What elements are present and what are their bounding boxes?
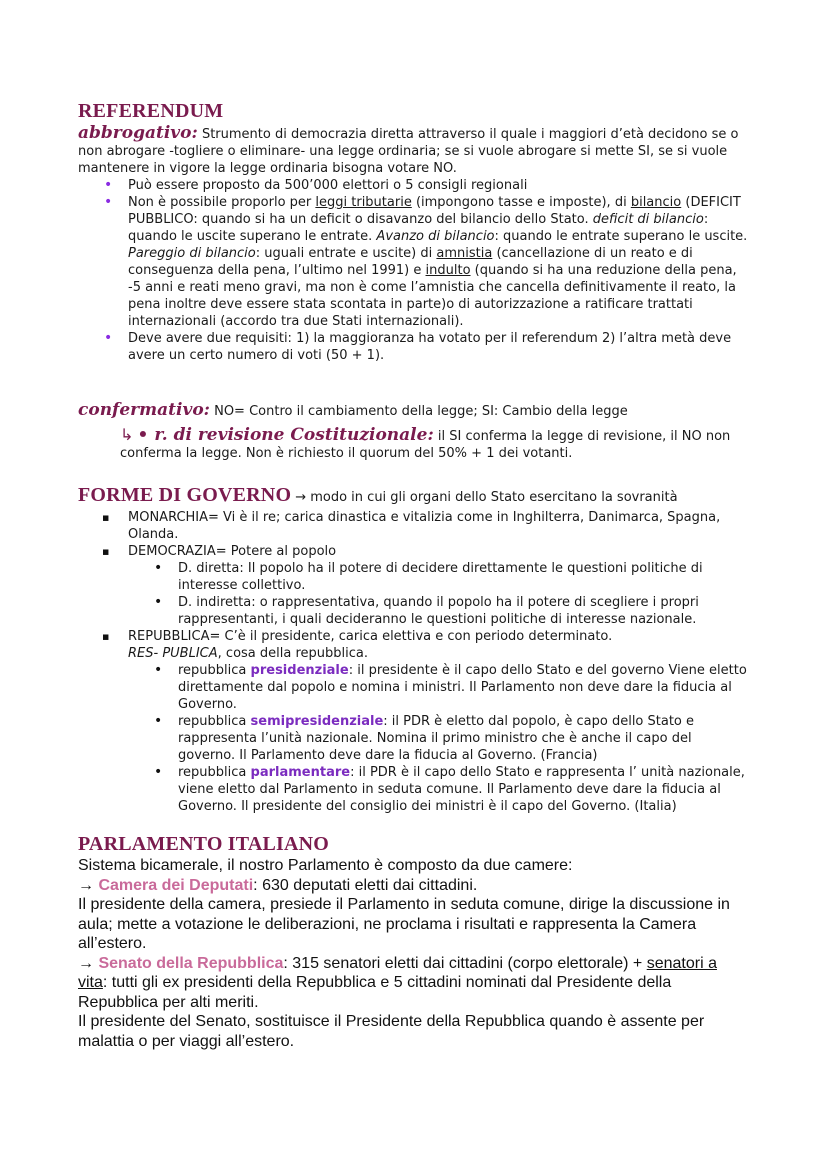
list-item bbox=[78, 330, 748, 364]
senato-description: Il presidente del Senato, sostituisce il Presidente della Repubblica quando è assente per malattia o per viaggi all’estero. bbox=[78, 1013, 705, 1050]
abrogativo-paragraph bbox=[78, 125, 748, 177]
list-item bbox=[78, 594, 748, 628]
avanzo-term: Avanzo di bilancio bbox=[376, 229, 495, 244]
leggi-tributarie-term: leggi tributarie bbox=[315, 195, 412, 210]
list-item bbox=[78, 628, 748, 815]
forme-heading-row bbox=[78, 484, 748, 507]
senato-rest: : tutti gli ex presidenti della Repubblica e 5 cittadini nominati dal Presidente della Repubblica per alti meriti. bbox=[78, 974, 672, 1011]
bilancio-term: bilancio bbox=[630, 195, 682, 210]
bullet-text: : quando le entrate superano le uscite. bbox=[494, 229, 748, 244]
revisione-paragraph bbox=[78, 426, 748, 462]
deficit-term: deficit di bilancio bbox=[592, 212, 704, 227]
forme-heading: FORME DI GOVERNO bbox=[78, 484, 292, 506]
rep-prefix: repubblica bbox=[178, 714, 251, 729]
list-item bbox=[78, 194, 748, 330]
bullet-text: : uguali entrate e uscite) di bbox=[255, 246, 437, 261]
list-item bbox=[78, 713, 748, 764]
notes-page bbox=[78, 100, 748, 1051]
parlamento-heading: PARLAMENTO ITALIANO bbox=[78, 833, 330, 855]
return-arrow-icon: ↳ bbox=[120, 425, 134, 444]
senato-keyword: Senato della Repubblica bbox=[98, 954, 284, 972]
democrazia-item: DEMOCRAZIA= Potere al popolo bbox=[128, 544, 337, 559]
d-indiretta-item: D. indiretta: o rappresentativa, quando il popolo ha il potere di scegliere i propri rappresentanti, i quali decideranno le questioni politiche di interesse nazionale. bbox=[178, 595, 699, 627]
arrow-icon: → bbox=[78, 954, 99, 972]
presidenziale-keyword: presidenziale bbox=[250, 663, 349, 678]
senato-line bbox=[78, 954, 748, 1013]
senatori-a-vita-term: senatori a vita bbox=[78, 954, 717, 991]
list-item bbox=[78, 764, 748, 815]
camera-text: : 630 deputati eletti dai cittadini. bbox=[253, 876, 478, 894]
parlamentare-keyword: parlamentare bbox=[250, 765, 351, 780]
camera-keyword: Camera dei Deputati bbox=[98, 876, 254, 894]
bullet-text: : quando le uscite superano le entrate. bbox=[128, 212, 709, 244]
senato-text: : 315 senatori eletti dai cittadini (corpo elettorale) + bbox=[283, 954, 647, 972]
confermativo-label: confermativo: bbox=[78, 400, 210, 420]
referendum-heading: REFERENDUM bbox=[78, 100, 224, 122]
confermativo-paragraph bbox=[78, 402, 748, 420]
list-item bbox=[78, 543, 748, 628]
parlamento-intro: Sistema bicamerale, il nostro Parlamento è composto da due camere: bbox=[78, 857, 573, 874]
forme-subtitle: → modo in cui gli organi dello Stato esercitano la sovranità bbox=[295, 490, 678, 505]
semipresidenziale-keyword: semipresidenziale bbox=[250, 714, 384, 729]
democrazia-sublist bbox=[78, 560, 748, 628]
amnistia-term: amnistia bbox=[436, 246, 493, 261]
abrogativo-text: Strumento di democrazia diretta attraverso il quale i maggiori d’età decidono se o non abrogare -togliere o eliminare- una legge ordinaria; se si vuole abrogare si mette SI, se si vuole mantenere in vigore la legge ordinaria bisogna votare NO. bbox=[78, 127, 739, 176]
repubblica-sublist bbox=[78, 662, 748, 815]
bullet-text: Non è possibile proporlo per bbox=[128, 195, 316, 210]
monarchia-item: MONARCHIA= Vi è il re; carica dinastica e vitalizia come in Inghilterra, Danimarca, Spagna, Olanda. bbox=[128, 510, 721, 542]
rep-prefix: repubblica bbox=[178, 765, 251, 780]
confermativo-text: NO= Contro il cambiamento della legge; SI: Cambio della legge bbox=[214, 404, 628, 419]
res-publica-text: , cosa della repubblica. bbox=[217, 646, 368, 661]
list-item bbox=[78, 509, 748, 543]
indulto-term: indulto bbox=[425, 263, 471, 278]
bullet-text: (quando si ha una reduzione della pena, -5 anni e reati meno gravi, ma non è come l’amnistia che cancella definitivamente il reato, la pena inoltre deve essere stata scontata in parte)o di autorizzazione a ratificare trattati internazionali (accordo tra due Stati internazionali). bbox=[128, 263, 737, 329]
arrow-icon: → bbox=[78, 876, 99, 894]
presidenziale-text: : il presidente è il capo dello Stato e del governo Viene eletto direttamente dal popolo e nomina i ministri. Il Parlamento non deve dare la fiducia al Governo. bbox=[178, 663, 747, 712]
referendum-bullets bbox=[78, 177, 748, 364]
forme-list bbox=[78, 509, 748, 815]
camera-description: Il presidente della camera, presiede il Parlamento in seduta comune, dirige la discussione in aula; mette a votazione le deliberazioni, ne proclama i risultati e rappresenta la Camera all’estero. bbox=[78, 896, 730, 952]
camera-line bbox=[78, 876, 748, 896]
abrogativo-label: abbrogativo: bbox=[78, 123, 198, 143]
rep-prefix: repubblica bbox=[178, 663, 251, 678]
bullet-text: (cancellazione di un reato e di conseguenza della pena, l’ultimo nel 1991) e bbox=[128, 246, 693, 278]
d-diretta-item: D. diretta: Il popolo ha il potere di decidere direttamente le questioni politiche di interesse collettivo. bbox=[178, 561, 703, 593]
parlamento-body bbox=[78, 856, 748, 1051]
bullet-proposal: Può essere proposto da 500’000 elettori o 5 consigli regionali bbox=[128, 178, 528, 193]
repubblica-item: REPUBBLICA= C’è il presidente, carica elettiva e con periodo determinato. bbox=[128, 629, 613, 644]
bullet-requisiti: Deve avere due requisiti: 1) la maggioranza ha votato per il referendum 2) l’altra metà deve avere un certo numero di voti (50 + 1). bbox=[128, 331, 732, 363]
list-item bbox=[78, 177, 748, 194]
bullet-text: (DEFICIT PUBBLICO: quando si ha un deficit o disavanzo del bilancio dello Stato. bbox=[128, 195, 741, 227]
bullet-text: (impongono tasse e imposte), di bbox=[411, 195, 631, 210]
parlamentare-text: : il PDR è il capo dello Stato e rappresenta l’ unità nazionale, viene eletto dal Parlamento in seduta comune. Il Parlamento deve dare la fiducia al Governo. Il presidente del consiglio dei ministri è il capo del Governo. (Italia) bbox=[178, 765, 745, 814]
list-item bbox=[78, 662, 748, 713]
res-publica-term: RES- PUBLICA bbox=[128, 646, 218, 661]
revisione-label: • r. di revisione Costituzionale: bbox=[137, 425, 434, 445]
list-item bbox=[78, 560, 748, 594]
pareggio-term: Pareggio di bilancio bbox=[128, 246, 256, 261]
semipresidenziale-text: : il PDR è eletto dal popolo, è capo dello Stato e rappresenta l’unità nazionale. Nomina il primo ministro che è anche il capo del governo. Il Parlamento deve dare la fiducia al Governo. (Francia) bbox=[178, 714, 695, 763]
revisione-text: il SI conferma la legge di revisione, il NO non conferma la legge. Non è richiesto il quorum del 50% + 1 dei votanti. bbox=[120, 429, 731, 461]
